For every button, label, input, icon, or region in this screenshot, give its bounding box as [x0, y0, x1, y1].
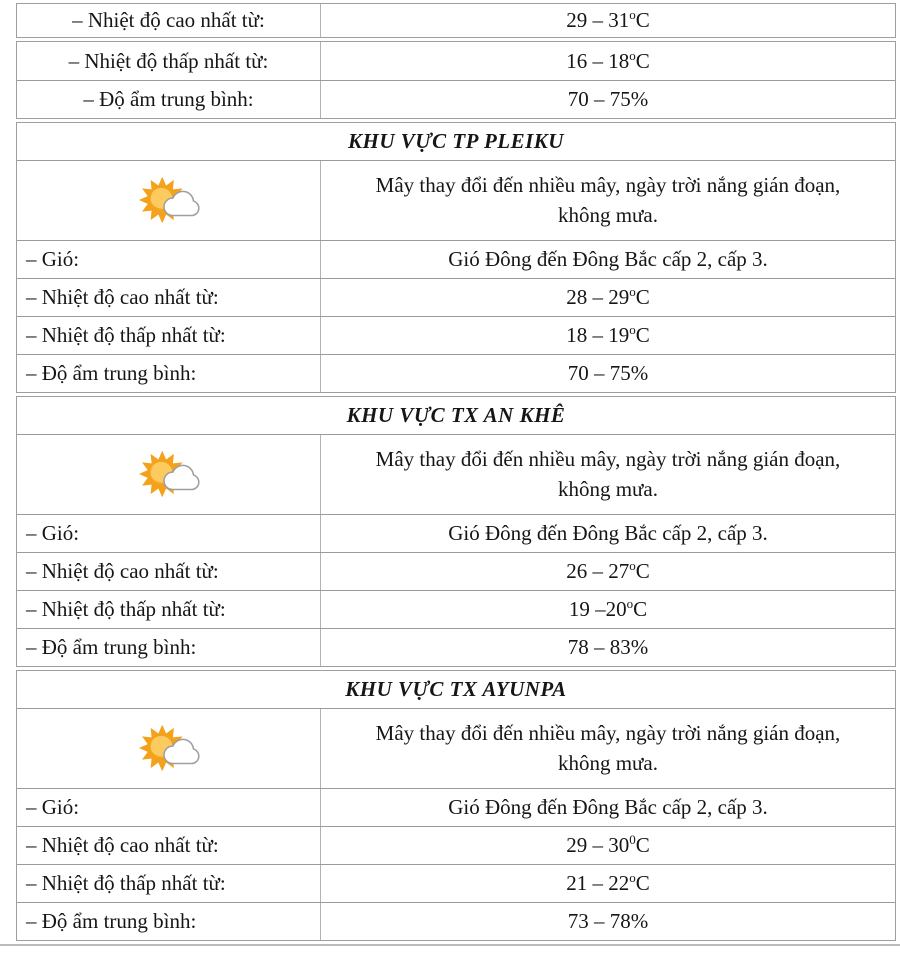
row-value	[321, 515, 895, 552]
page-bottom-divider	[0, 944, 900, 946]
sun-behind-cloud-icon	[138, 173, 202, 227]
table-row	[17, 628, 895, 666]
row-label: – Gió:	[17, 789, 321, 826]
value-text: 70 – 75%	[567, 360, 649, 385]
weather-description-cell	[321, 161, 895, 240]
table-row	[17, 278, 895, 316]
row-label: – Độ ẩm trung bình:	[17, 81, 321, 118]
value-text: $29 - 30^0C$	[566, 831, 650, 857]
row-value	[321, 827, 895, 864]
table-row	[17, 902, 895, 940]
weather-description: Mây thay đổi đến nhiều mây, ngày trời nắng gián đoạn, không mưa.	[375, 720, 841, 776]
table-row	[17, 240, 895, 278]
row-label: – Nhiệt độ cao nhất từ:	[17, 827, 321, 864]
value-text: 18 – 19$^o$C	[566, 321, 650, 347]
weather-description-cell	[321, 709, 895, 788]
row-value	[321, 279, 895, 316]
degree-sup: 0	[629, 831, 636, 847]
section-tp-pleiku	[16, 122, 896, 393]
value-text: 70 – 75%	[567, 87, 649, 111]
section-tx-ayunpa	[16, 670, 896, 941]
row-label: – Nhiệt độ thấp nhất từ:	[17, 42, 321, 80]
table-row	[17, 826, 895, 864]
section-header	[17, 397, 895, 434]
value-text: 26 – 27$^o$C	[566, 557, 650, 583]
value-text: 29 – 31$^o$C	[566, 7, 650, 32]
row-value	[321, 317, 895, 354]
table-row	[17, 354, 895, 392]
row-label: – Gió:	[17, 515, 321, 552]
row-label: – Nhiệt độ cao nhất từ:	[17, 4, 321, 37]
degree-sup: o	[626, 595, 634, 611]
row-value	[321, 241, 895, 278]
row-label: – Nhiệt độ cao nhất từ:	[17, 279, 321, 316]
row-value	[321, 42, 895, 80]
section-top-rows-2-3	[16, 41, 896, 119]
row-label: – Nhiệt độ thấp nhất từ:	[17, 591, 321, 628]
weather-summary-row	[17, 160, 895, 240]
weather-summary-row	[17, 434, 895, 514]
value-text: 21 – 22$^o$C	[566, 869, 650, 895]
section-header	[17, 671, 895, 708]
weather-icon-cell	[17, 709, 321, 788]
value-text: Gió Đông đến Đông Bắc cấp 2, cấp 3.	[448, 794, 768, 819]
value-text: Gió Đông đến Đông Bắc cấp 2, cấp 3.	[448, 520, 768, 545]
table-row	[17, 864, 895, 902]
section-top-row-1	[16, 3, 896, 38]
value-text: 19 –20$^o$C	[568, 595, 648, 621]
row-label: – Độ ẩm trung bình:	[17, 903, 321, 940]
row-label: – Độ ẩm trung bình:	[17, 629, 321, 666]
table-row	[17, 42, 895, 80]
table-row	[17, 80, 895, 118]
value-text: 28 – 29$^o$C	[566, 283, 650, 309]
row-value	[321, 81, 895, 118]
forecast-table	[16, 3, 896, 941]
degree-sup: o	[629, 283, 636, 299]
row-value	[321, 629, 895, 666]
row-label: – Gió:	[17, 241, 321, 278]
degree-sup: o	[629, 869, 636, 885]
region-title: KHU VỰC TP PLEIKU	[348, 129, 564, 153]
weather-icon-cell	[17, 161, 321, 240]
row-value	[321, 591, 895, 628]
sun-behind-cloud-icon	[138, 721, 202, 775]
weather-icon-cell	[17, 435, 321, 514]
weather-summary-row	[17, 708, 895, 788]
region-title: KHU VỰC TX AN KHÊ	[346, 402, 566, 427]
weather-description-cell	[321, 435, 895, 514]
degree-sup: o	[629, 321, 636, 337]
section-tx-an-khe	[16, 396, 896, 667]
weather-description: Mây thay đổi đến nhiều mây, ngày trời nắng gián đoạn, không mưa.	[375, 173, 841, 228]
row-label: – Độ ẩm trung bình:	[17, 355, 321, 392]
section-header	[17, 123, 895, 160]
weather-description: Mây thay đổi đến nhiều mây, ngày trời nắng gián đoạn, không mưa.	[375, 446, 841, 502]
table-row	[17, 788, 895, 826]
table-row	[17, 514, 895, 552]
row-label: – Nhiệt độ thấp nhất từ:	[17, 865, 321, 902]
row-label: – Nhiệt độ cao nhất từ:	[17, 553, 321, 590]
sun-behind-cloud-icon	[138, 447, 202, 501]
region-title: KHU VỰC TX AYUNPA	[345, 676, 567, 701]
degree-sup: o	[629, 557, 636, 573]
value-text: 16 – 18$^o$C	[566, 47, 650, 73]
row-value	[321, 355, 895, 392]
value-text: Gió Đông đến Đông Bắc cấp 2, cấp 3.	[448, 246, 768, 271]
table-row	[17, 316, 895, 354]
table-row	[17, 4, 895, 37]
value-text: 73 – 78%	[567, 908, 649, 933]
value-text: 78 – 83%	[567, 634, 649, 659]
degree-sup: o	[629, 47, 636, 63]
row-value	[321, 4, 895, 37]
row-value	[321, 553, 895, 590]
degree-sup: o	[629, 7, 636, 22]
row-value	[321, 903, 895, 940]
table-row	[17, 552, 895, 590]
row-label: – Nhiệt độ thấp nhất từ:	[17, 317, 321, 354]
row-value	[321, 865, 895, 902]
row-value	[321, 789, 895, 826]
table-row	[17, 590, 895, 628]
